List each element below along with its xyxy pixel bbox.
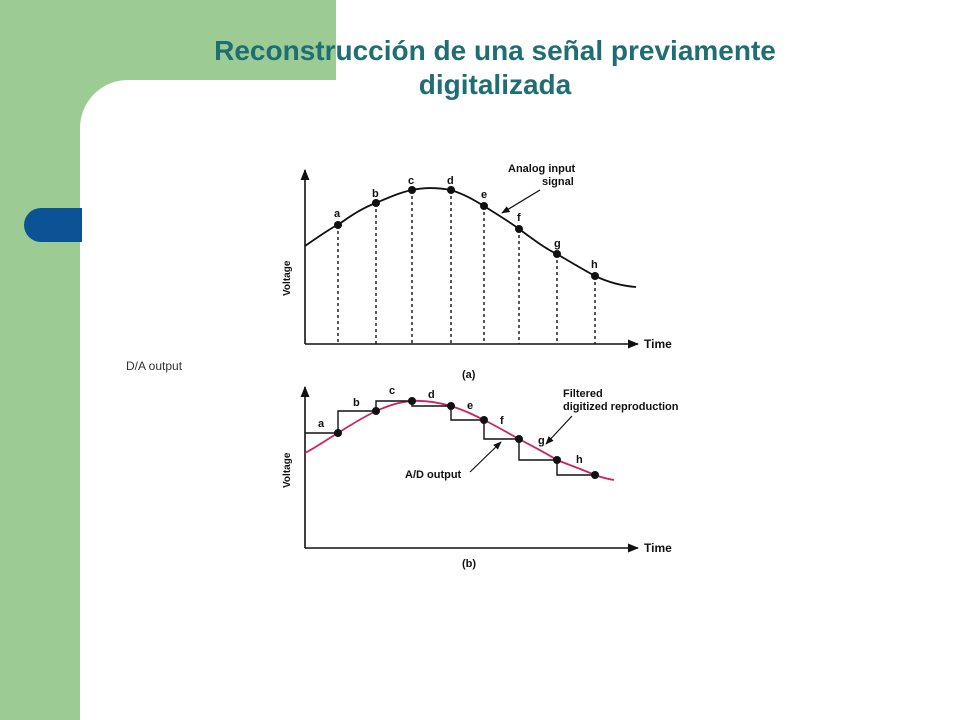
a-dot-c <box>408 186 416 194</box>
b-dot-d <box>447 402 455 410</box>
a-sample-dots <box>334 186 599 280</box>
b-y-axis-label: Voltage <box>282 452 293 488</box>
a-dot-g <box>553 250 561 258</box>
a-annotation-line-1: Analog input <box>508 163 576 175</box>
a-sample-dashes <box>338 190 595 344</box>
a-label-a: a <box>334 208 341 220</box>
b-dot-h <box>591 471 599 479</box>
a-annotation-arrow <box>502 190 540 213</box>
a-label-g: g <box>554 238 561 250</box>
b-ad-output-annotation: A/D output <box>405 469 462 481</box>
a-label-f: f <box>517 212 521 224</box>
b-dot-b <box>372 407 380 415</box>
b-filtered-annotation-line-2: digitized reproduction <box>563 401 679 413</box>
b-label-h: h <box>576 454 583 466</box>
a-dot-h <box>591 272 599 280</box>
b-label-b: b <box>353 397 360 409</box>
b-filtered-arrow <box>546 416 572 444</box>
b-dot-e <box>480 416 488 424</box>
a-dot-e <box>480 202 488 210</box>
b-label-f: f <box>500 415 504 427</box>
b-dot-c <box>408 397 416 405</box>
b-dot-f <box>515 435 523 443</box>
b-filtered-annotation-line-1: Filtered <box>563 388 603 400</box>
a-x-axis-label: Time <box>644 337 672 351</box>
b-ad-output-arrow <box>470 442 501 472</box>
title-line-1: Reconstrucción de una señal previamente <box>214 35 776 66</box>
b-label-a: a <box>318 418 325 430</box>
a-label-e: e <box>481 189 488 201</box>
a-caption: (a) <box>462 369 476 381</box>
b-label-e: e <box>467 400 474 412</box>
diagram-a <box>282 163 672 381</box>
b-dot-a <box>334 429 342 437</box>
a-dot-a <box>334 221 342 229</box>
a-label-h: h <box>591 259 598 271</box>
a-y-axis-label: Voltage <box>282 260 293 296</box>
b-point-labels <box>318 385 583 466</box>
a-label-b: b <box>372 188 379 200</box>
b-label-d: d <box>428 389 435 401</box>
a-dot-b <box>372 199 380 207</box>
a-label-c: c <box>408 175 415 187</box>
a-dot-d <box>447 186 455 194</box>
b-label-g: g <box>538 435 545 447</box>
a-label-d: d <box>447 175 454 187</box>
b-caption: (b) <box>462 558 477 570</box>
b-label-c: c <box>389 385 396 397</box>
da-output-label: D/A output <box>126 359 183 373</box>
title-line-2: digitalizada <box>418 69 572 100</box>
diagram-b <box>282 385 679 570</box>
b-x-axis-label: Time <box>644 541 672 555</box>
a-dot-f <box>515 225 523 233</box>
a-annotation-line-2: signal <box>542 176 574 188</box>
b-dot-g <box>553 456 561 464</box>
analog-input-curve <box>305 188 636 287</box>
